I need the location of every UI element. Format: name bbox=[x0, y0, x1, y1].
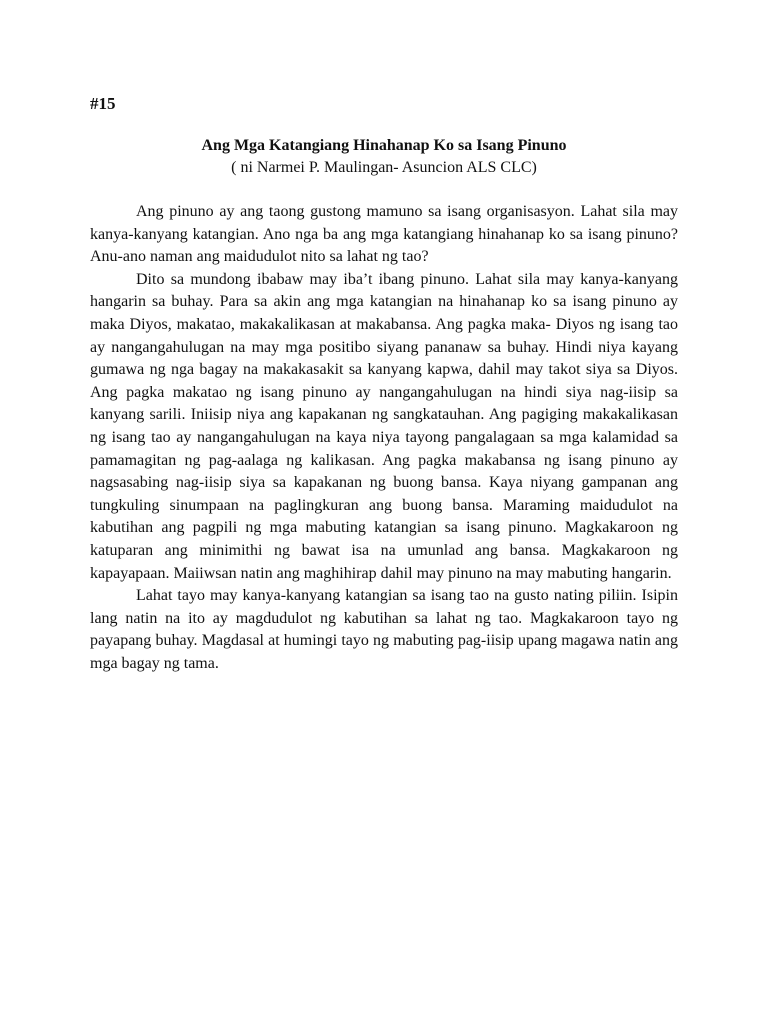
document-number: #15 bbox=[90, 94, 116, 113]
title-block bbox=[90, 135, 678, 179]
paragraph-2: Dito sa mundong ibabaw may iba’t ibang pinuno. Lahat sila may kanya-kanyang hangarin sa buhay. Para sa akin ang mga katangian na hinahanap ko sa isang pinuno ay maka Diyos, makatao, makakalikasan at makabansa. Ang pagka maka- Diyos ng isang tao ay nangangahulugan na may mga positibo siyang pananaw sa buhay. Hindi niya kayang gumawa ng nga bagay na makakasakit sa kanyang kapwa, dahil may takot siya sa Diyos. Ang pagka makatao ng isang pinuno ay nangangahulugan na hindi siya nag-iisip sa kanyang sarili. Iniisip niya ang kapakanan ng sangkatauhan. Ang pagiging makakalikasan ng isang tao ay nangangahulugan na kaya niya tayong pangalagaan sa mga kalamidad sa pamamagitan ng pag-aalaga ng kalikasan. Ang pagka makabansa ng isang pinuno ay nagsasabing nag-iisip siya sa kapakanan ng buong bansa. Kaya niyang gampanan ang tungkuling sinumpaan na paglingkuran ang buong bansa. Maraming maidudulot na kabutihan ang pagpili ng mga mabuting katangian sa isang pinuno. Magkakaroon ng katuparan ang minimithi ng bawat isa na umunlad ang bansa. Magkakaroon ng kapayapaan. Maiiwsan natin ang maghihirap dahil may pinuno na may mabuting hangarin. bbox=[90, 270, 678, 582]
paragraph-1: Ang pinuno ay ang taong gustong mamuno sa isang organisasyon. Lahat sila may kanya-kanyang katangian. Ano nga ba ang mga katangiang hinahanap ko sa isang pinuno? Anu-ano naman ang maidudulot nito sa lahat ng tao? bbox=[90, 203, 678, 266]
paragraph-3: Lahat tayo may kanya-kanyang katangian sa isang tao na gusto nating piliin. Isipin lang natin na ito ay magdudulot ng kabutihan sa lahat ng tao. Magkakaroon tayo ng payapang buhay. Magdasal at humingi tayo ng mabuting pag-iisip upang magawa natin ang mga bagay ng tama. bbox=[90, 587, 678, 672]
essay-title: Ang Mga Katangiang Hinahanap Ko sa Isang Pinuno bbox=[201, 137, 567, 154]
essay-body bbox=[90, 201, 678, 675]
author-line: ( ni Narmei P. Maulingan- Asuncion ALS CLC) bbox=[231, 159, 537, 176]
